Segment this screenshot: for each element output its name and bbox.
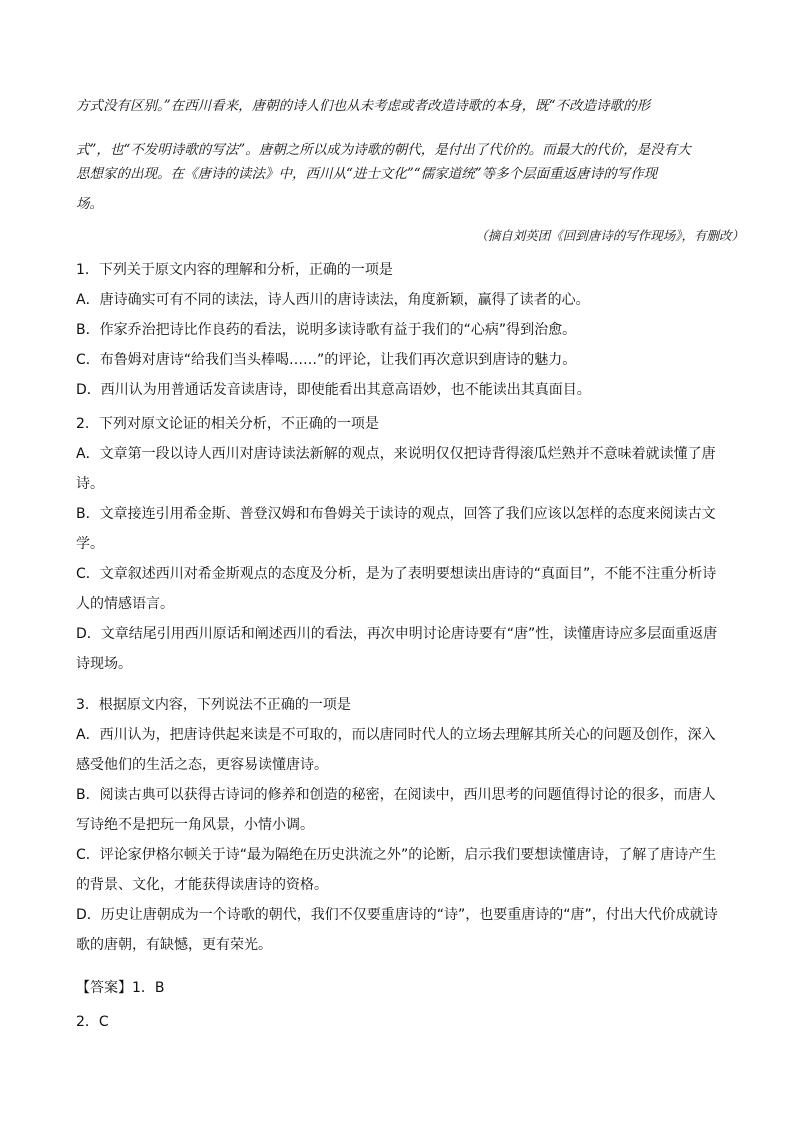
passage-source: （摘自刘英团《回到唐诗的写作现场》，有删改） xyxy=(475,228,744,243)
passage-line-2: 式”，也“不发明诗歌的写法”。唐朝之所以成为诗歌的朝代，是付出了代价的。而最大的代价，是没有大 xyxy=(76,142,691,158)
question-1-option-d: D．西川认为用普通话发音读唐诗，即使能看出其意高语妙，也不能读出其真面目。 xyxy=(76,382,591,398)
answer-line-2: 2．C xyxy=(76,1014,109,1030)
answer-line-1: 【答案】1．B xyxy=(76,980,165,996)
question-2-option-c-cont: 人的情感语言。 xyxy=(76,596,174,612)
question-2-stem: 2．下列对原文论证的相关分析，不正确的一项是 xyxy=(76,416,379,432)
question-1-stem: 1．下列关于原文内容的理解和分析，正确的一项是 xyxy=(76,262,393,278)
question-1-option-b: B．作家乔治把诗比作良药的看法，说明多读诗歌有益于我们的“心病”得到治愈。 xyxy=(76,322,577,338)
passage-line-1: 方式没有区别。”在西川看来，唐朝的诗人们也从未考虑或者改造诗歌的本身，既“不改造诗歌的形 xyxy=(76,98,651,114)
question-2-option-a: A．文章第一段以诗人西川对唐诗读法新解的观点，来说明仅仅把诗背得滚瓜烂熟并不意味着就读懂了唐 xyxy=(76,446,716,462)
question-1 xyxy=(76,255,726,405)
question-3-option-c: C．评论家伊格尔顿关于诗“最为隔绝在历史洪流之外”的论断，启示我们要想读懂唐诗，了解了唐诗产生 xyxy=(76,847,717,863)
question-3-option-c-cont: 的背景、文化，才能获得读唐诗的资格。 xyxy=(76,877,328,893)
question-2-option-c: C．文章叙述西川对希金斯观点的态度及分析，是为了表明要想读出唐诗的“真面目”，不能不注重分析诗 xyxy=(76,566,717,582)
question-2-option-b-cont: 学。 xyxy=(76,536,104,552)
question-2 xyxy=(76,409,726,679)
question-1-option-a: A．唐诗确实可有不同的读法，诗人西川的唐诗读法，角度新颖，赢得了读者的心。 xyxy=(76,292,590,308)
question-2-option-d: D．文章结尾引用西川原话和阐述西川的看法，再次申明讨论唐诗要有“唐”性，读懂唐诗应多层面重返唐 xyxy=(76,626,718,642)
question-3 xyxy=(76,690,726,960)
question-2-option-b: B．文章接连引用希金斯、普登汉姆和布鲁姆关于读诗的观点，回答了我们应该以怎样的态度来阅读古文 xyxy=(76,506,716,522)
question-3-option-d-cont: 歌的唐朝，有缺憾，更有荣光。 xyxy=(76,937,272,953)
question-2-option-a-cont: 诗。 xyxy=(76,476,104,492)
passage-line-3: 思想家的出现。在《唐诗的读法》中，西川从“进士文化”“儒家道统”等多个层面重返唐诗的写作现 xyxy=(76,166,658,182)
question-3-option-b-cont: 写诗绝不是把玩一角风景，小情小调。 xyxy=(76,817,314,833)
question-3-stem: 3．根据原文内容，下列说法不正确的一项是 xyxy=(76,697,351,713)
question-2-option-d-cont: 诗现场。 xyxy=(76,656,132,672)
passage-line-4: 场。 xyxy=(76,196,103,212)
question-1-option-c: C．布鲁姆对唐诗“给我们当头棒喝……”的评论，让我们再次意识到唐诗的魅力。 xyxy=(76,352,577,368)
question-3-option-a: A．西川认为，把唐诗供起来读是不可取的，而以唐同时代人的立场去理解其所关心的问题及创作，深入 xyxy=(76,727,716,743)
question-3-option-b: B．阅读古典可以获得古诗词的修养和创造的秘密，在阅读中，西川思考的问题值得讨论的很多，而唐人 xyxy=(76,787,716,803)
question-3-option-d: D．历史让唐朝成为一个诗歌的朝代，我们不仅要重唐诗的“诗”，也要重唐诗的“唐”，付出大代价成就诗 xyxy=(76,907,718,923)
question-3-option-a-cont: 感受他们的生活之态，更容易读懂唐诗。 xyxy=(76,757,328,773)
